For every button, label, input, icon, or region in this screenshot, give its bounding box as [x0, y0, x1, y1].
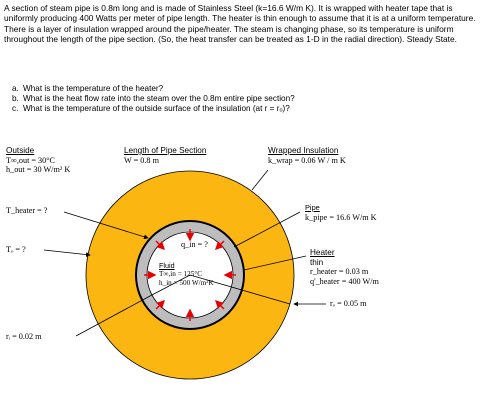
- length-value: W = 0.8 m: [124, 155, 159, 165]
- fluid-temperature: T∞,in = 125°C: [159, 270, 202, 279]
- length-heading: Length of Pipe Section: [124, 146, 207, 155]
- outside-heading: Outside: [6, 146, 35, 155]
- insulation-info: [268, 146, 346, 165]
- fluid-info: [159, 262, 214, 287]
- question-letter: b.: [12, 93, 19, 103]
- pipe-conductivity: k_pipe = 16.6 W/m K: [305, 212, 377, 222]
- outside-conditions: [6, 146, 70, 175]
- question-text: What is the temperature of the heater?: [23, 84, 164, 93]
- insulation-heading: Wrapped Insulation: [268, 146, 339, 155]
- heater-radius: r_heater = 0.03 m: [310, 267, 369, 277]
- inner-radius-label: rᵢ = 0.02 m: [6, 332, 42, 341]
- question-text: What is the heat flow rate into the steam over the 0.8m entire pipe section?: [23, 93, 295, 103]
- outer-radius-label: rₒ = 0.05 m: [330, 299, 367, 308]
- insulation-conductivity: k_wrap = 0.06 W / m K: [268, 155, 346, 165]
- insulation-leader: [252, 170, 268, 190]
- outer-surface-temperature-label: Tₒ = ?: [6, 245, 26, 254]
- heater-heading: Heater: [310, 248, 335, 257]
- pipe-heading: Pipe: [305, 203, 320, 212]
- pipe-info: [305, 203, 377, 222]
- problem-statement: A section of steam pipe is 0.8m long and is made of Stainless Steel (k=16.6 W/m K). It is wrapped with heater tape that is uniformly producing 400 Watts per meter of pipe length. The heater is thin enough to assume that it is at a uniform temperature. There is a layer of insulation wrapped around the pipe/heater. The steam is changing phase, so its temperature is uniform throughout the length of the pipe section. (So, the heat transfer can be treated as 1-D in the radial direction). Steady State.: [4, 3, 476, 44]
- length-info: [124, 146, 206, 165]
- outside-ambient-temperature: T∞,out = 30°C: [6, 155, 55, 165]
- heater-subtitle: thin: [310, 257, 324, 267]
- fluid-heading: Fluid: [159, 261, 175, 270]
- heater-info: [310, 248, 379, 286]
- heat-flow-label: q_in = ?: [181, 240, 208, 249]
- outside-convection-coefficient: h_out = 30 W/m² K: [6, 165, 71, 175]
- question-text: What is the temperature of the outside surface of the insulation (at r = rₒ)?: [23, 103, 290, 113]
- question-letter: c.: [12, 103, 19, 113]
- question-letter: a.: [12, 84, 19, 93]
- fluid-convection-coefficient: h_in = 500 W/m²K: [159, 278, 214, 287]
- heater-heat-rate: q'_heater = 400 W/m: [310, 276, 379, 286]
- heater-temperature-label: T_heater = ?: [6, 206, 48, 215]
- outer-temp-arrow: [44, 250, 90, 255]
